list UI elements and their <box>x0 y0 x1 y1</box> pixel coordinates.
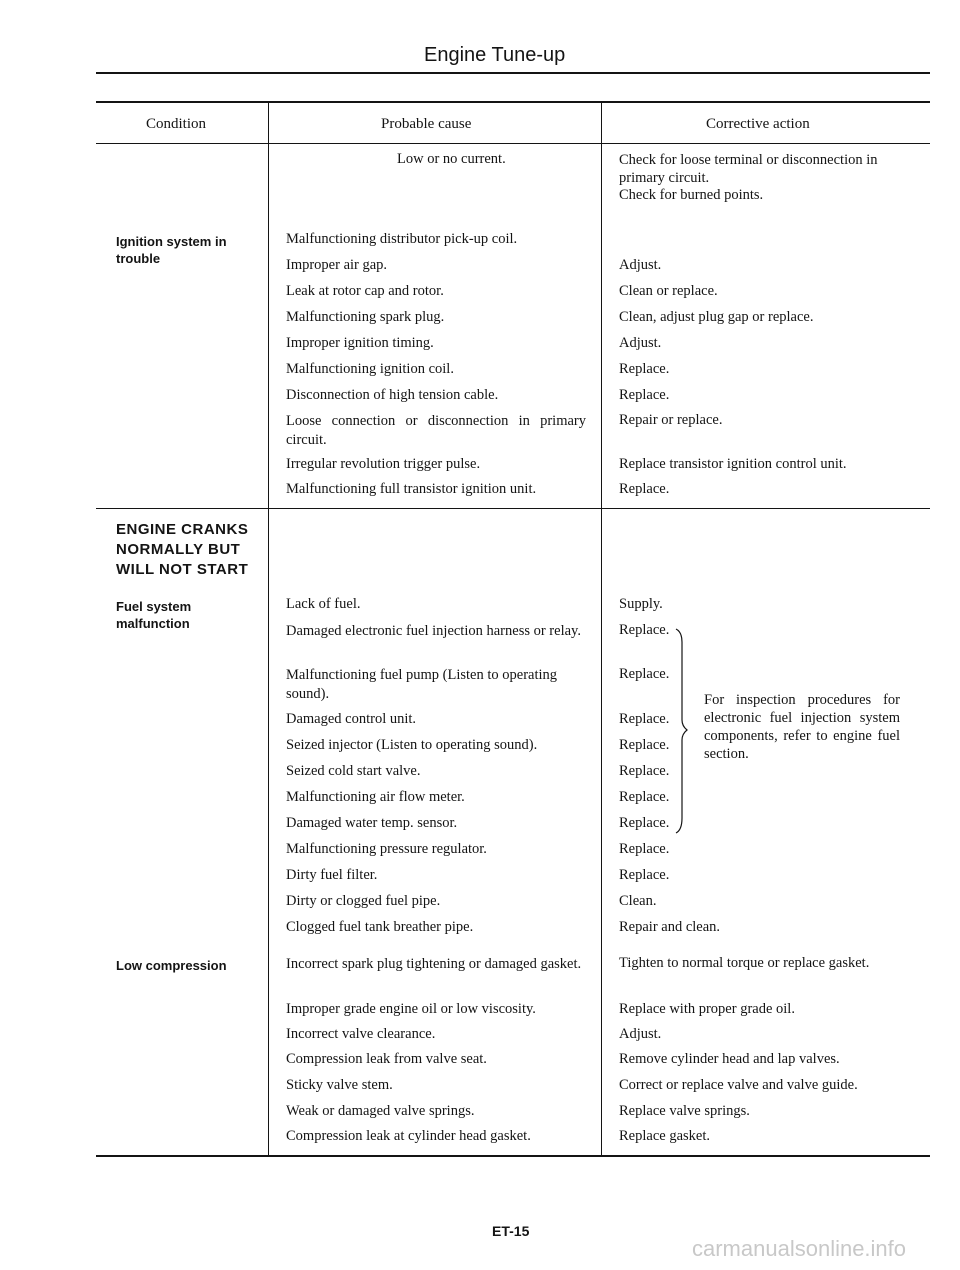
cause-air-flow: Malfunctioning air flow meter. <box>286 789 465 805</box>
cause-ignition-timing: Improper ignition timing. <box>286 335 434 351</box>
cause-pickup-coil: Malfunctioning distributor pick-up coil. <box>286 231 518 247</box>
condition-compression: Low compression <box>116 958 227 973</box>
column-header-rule <box>96 143 930 144</box>
cause-fuel-filter: Dirty fuel filter. <box>286 867 378 883</box>
cause-spark-plug: Malfunctioning spark plug. <box>286 309 445 325</box>
action-replace-injector: Replace. <box>619 737 670 753</box>
page-title: Engine Tune-up <box>424 44 566 66</box>
watermark: carmanualsonline.info <box>692 1236 907 1261</box>
cause-rotor-leak: Leak at rotor cap and rotor. <box>286 283 444 299</box>
action-replace-harness: Replace. <box>619 622 670 638</box>
action-replace-control-unit: Replace transistor ignition control unit. <box>619 456 847 472</box>
cause-low-current: Low or no current. <box>397 151 506 167</box>
action-supply: Supply. <box>619 596 663 612</box>
column-divider-left <box>268 101 269 1156</box>
action-replace-cable: Replace. <box>619 387 670 403</box>
cause-fuel-pump: Malfunctioning fuel pump (Listen to operating sound). <box>286 667 558 702</box>
page-number: ET-15 <box>492 1223 530 1239</box>
table-bottom-rule <box>96 1155 930 1157</box>
cause-ignition-coil: Malfunctioning ignition coil. <box>286 361 454 377</box>
cause-sticky-stem: Sticky valve stem. <box>286 1077 393 1093</box>
action-replace-cold-start: Replace. <box>619 763 670 779</box>
header-rule <box>96 72 930 74</box>
fuel-inspection-note: For inspection procedures for electronic fuel injection system components, refer to engine fuel section. <box>704 692 900 762</box>
cause-efi-harness: Damaged electronic fuel injection harness or relay. <box>286 623 581 639</box>
column-divider-right <box>601 101 602 1156</box>
table-top-rule <box>96 101 930 103</box>
action-adjust-gap: Adjust. <box>619 257 662 273</box>
action-lap-valves: Remove cylinder head and lap valves. <box>619 1051 840 1067</box>
cause-breather-pipe: Clogged fuel tank breather pipe. <box>286 919 474 935</box>
cause-valve-clearance: Incorrect valve clearance. <box>286 1026 436 1042</box>
cause-valve-seat: Compression leak from valve seat. <box>286 1051 487 1067</box>
cause-loose-connection: Loose connection or disconnection in primary circuit. <box>286 413 586 448</box>
action-replace-regulator: Replace. <box>619 841 670 857</box>
column-header-cause: Probable cause <box>381 116 472 132</box>
action-repair-replace: Repair or replace. <box>619 412 723 428</box>
condition-ignition: Ignition system in trouble <box>116 234 227 266</box>
section-divider-rule <box>96 508 930 509</box>
action-replace-air-flow: Replace. <box>619 789 670 805</box>
action-plug-gap: Clean, adjust plug gap or replace. <box>619 309 814 325</box>
cause-spark-tightening: Incorrect spark plug tightening or damaged gasket. <box>286 956 582 972</box>
action-replace-pump: Replace. <box>619 666 670 682</box>
column-header-condition: Condition <box>146 116 207 132</box>
action-tighten: Tighten to normal torque or replace gasket. <box>619 955 870 971</box>
action-valve-guide: Correct or replace valve and valve guide. <box>619 1077 858 1093</box>
action-adjust-timing: Adjust. <box>619 335 662 351</box>
condition-engine-cranks: ENGINE CRANKS NORMALLY BUT WILL NOT START <box>116 521 249 578</box>
cause-fuel-pipe: Dirty or clogged fuel pipe. <box>286 893 441 909</box>
cause-lack-fuel: Lack of fuel. <box>286 596 361 612</box>
cause-trigger-pulse: Irregular revolution trigger pulse. <box>286 456 481 472</box>
column-header-action: Corrective action <box>706 116 810 132</box>
action-replace-gasket: Replace gasket. <box>619 1128 710 1144</box>
cause-air-gap: Improper air gap. <box>286 257 388 273</box>
brace-icon <box>674 628 690 834</box>
action-replace-springs: Replace valve springs. <box>619 1103 750 1119</box>
action-clean-pipe: Clean. <box>619 893 657 909</box>
cause-cold-start: Seized cold start valve. <box>286 763 421 779</box>
cause-head-gasket: Compression leak at cylinder head gasket. <box>286 1128 531 1144</box>
action-replace-filter: Replace. <box>619 867 670 883</box>
cause-control-unit: Damaged control unit. <box>286 711 417 727</box>
cause-valve-springs: Weak or damaged valve springs. <box>286 1103 475 1119</box>
cause-water-temp: Damaged water temp. sensor. <box>286 815 458 831</box>
cause-transistor-unit: Malfunctioning full transistor ignition unit. <box>286 481 537 497</box>
cause-engine-oil: Improper grade engine oil or low viscosity. <box>286 1001 536 1017</box>
action-repair-clean: Repair and clean. <box>619 919 721 935</box>
action-clean-replace: Clean or replace. <box>619 283 718 299</box>
action-replace-unit: Replace. <box>619 481 670 497</box>
action-burned-points: Check for burned points. <box>619 187 764 203</box>
condition-fuel: Fuel system malfunction <box>116 599 192 631</box>
action-adjust-valve: Adjust. <box>619 1026 662 1042</box>
cause-ht-cable: Disconnection of high tension cable. <box>286 387 499 403</box>
action-replace-water-temp: Replace. <box>619 815 670 831</box>
cause-seized-injector: Seized injector (Listen to operating sound). <box>286 737 538 753</box>
action-replace-coil: Replace. <box>619 361 670 377</box>
action-replace-oil: Replace with proper grade oil. <box>619 1001 795 1017</box>
action-check-terminal: Check for loose terminal or disconnection in primary circuit. <box>619 152 878 186</box>
cause-pressure-regulator: Malfunctioning pressure regulator. <box>286 841 487 857</box>
action-replace-control: Replace. <box>619 711 670 727</box>
